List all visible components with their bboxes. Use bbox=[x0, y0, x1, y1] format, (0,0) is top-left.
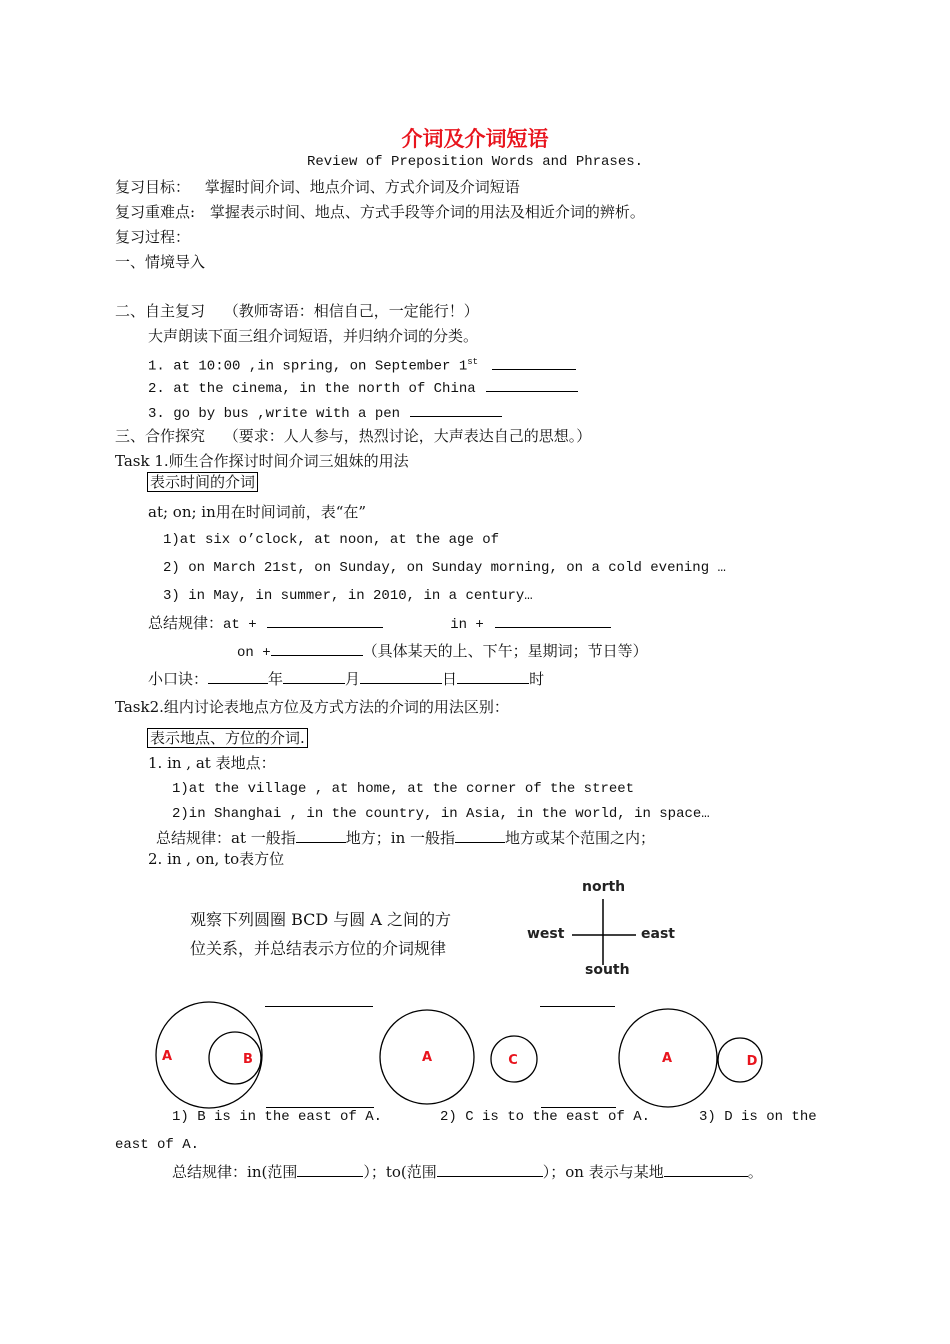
circle-b bbox=[209, 1032, 261, 1084]
answer-blank[interactable] bbox=[208, 670, 268, 684]
section-2-heading bbox=[115, 302, 479, 320]
sentence-1: 1) B is in the east of A. bbox=[172, 1109, 383, 1125]
sentence-2: 2) C is to the east of A. bbox=[440, 1109, 651, 1125]
goals-text: 掌握时间介词、地点介词、方式介词及介词短语 bbox=[204, 178, 520, 196]
final-summary bbox=[172, 1163, 763, 1181]
process-label: 复习过程： bbox=[115, 228, 191, 246]
circle-label-a-2: A bbox=[421, 1050, 433, 1065]
answer-blank[interactable] bbox=[267, 614, 383, 628]
rhyme-unit-hour: 时 bbox=[529, 670, 545, 688]
compass-west: west bbox=[527, 926, 565, 942]
rhyme-line bbox=[148, 670, 544, 688]
section-3-title: 三、合作探究 bbox=[115, 427, 206, 445]
sentence-3-continued: east of A. bbox=[115, 1137, 200, 1153]
answer-blank[interactable] bbox=[297, 1163, 363, 1177]
final-summary-on: ）；on 表示与某地 bbox=[542, 1163, 664, 1181]
rhyme-unit-year: 年 bbox=[268, 670, 284, 688]
place-prepositions-box bbox=[147, 729, 308, 747]
section-2-title: 二、自主复习 bbox=[115, 302, 206, 320]
time-summary-on bbox=[237, 642, 648, 662]
answer-blank[interactable] bbox=[296, 829, 346, 843]
place-summary-part3: 地方或某个范围之内； bbox=[505, 829, 656, 847]
read-item-1 bbox=[148, 353, 576, 376]
circle-label-a-3: A bbox=[661, 1051, 673, 1066]
final-summary-to: ）；to(范围 bbox=[363, 1163, 437, 1181]
read-item-1-text: 1. at 10:00 ,in spring, on September 1 bbox=[148, 358, 468, 375]
read-item-2 bbox=[148, 378, 578, 398]
place-summary-part1: at 一般指 bbox=[231, 829, 296, 847]
section-1-heading: 一、情境导入 bbox=[115, 253, 206, 271]
summary-on: on + bbox=[237, 645, 271, 661]
rhyme-unit-month: 月 bbox=[345, 670, 361, 688]
answer-blank[interactable] bbox=[455, 829, 505, 843]
task-2-heading: Task2.组内讨论表地点方位及方式方法的介词的用法区别： bbox=[115, 698, 509, 716]
summary-at: at + bbox=[223, 617, 257, 633]
final-summary-in: in(范围 bbox=[247, 1163, 298, 1181]
circle-diagrams bbox=[0, 1000, 950, 1120]
answer-blank[interactable] bbox=[492, 356, 576, 370]
summary-in: in + bbox=[450, 617, 484, 633]
time-summary bbox=[148, 614, 611, 634]
read-item-3-text: 3. go by bus ,write with a pen bbox=[148, 406, 401, 422]
goals-line bbox=[115, 178, 520, 196]
section-3-note: （要求：人人参与，热烈讨论，大声表达自己的思想。） bbox=[223, 427, 592, 445]
place-summary-part2: 地方；in 一般指 bbox=[345, 829, 455, 847]
read-item-3 bbox=[148, 403, 502, 423]
sentence-3: 3) D is on the bbox=[699, 1109, 817, 1125]
page-title: 介词及介词短语 bbox=[401, 127, 549, 151]
place-example-2: 2)in Shanghai , in the country, in Asia, in the world, in space… bbox=[172, 806, 710, 822]
place-example-1: 1)at the village , at home, at the corner of the street bbox=[172, 781, 635, 797]
summary-label: 总结规律： bbox=[148, 614, 224, 632]
compass-east: east bbox=[641, 926, 675, 942]
difficulty-text: 掌握表示时间、地点、方式手段等介词的用法及相近介词的辨析。 bbox=[209, 203, 645, 221]
place-item-1: 1. in , at 表地点： bbox=[148, 754, 276, 772]
difficulty-line bbox=[115, 203, 645, 221]
final-summary-end: 。 bbox=[747, 1163, 763, 1181]
time-box-label: 表示时间的介词 bbox=[147, 472, 258, 492]
answer-blank[interactable] bbox=[457, 670, 529, 684]
circle-label-d: D bbox=[746, 1054, 758, 1069]
section-2-instruction: 大声朗读下面三组介词短语，并归纳介词的分类。 bbox=[148, 327, 479, 345]
answer-blank[interactable] bbox=[360, 670, 442, 684]
place-summary bbox=[156, 829, 655, 847]
difficulty-label: 复习重难点: bbox=[115, 203, 196, 221]
section-2-note: （教师寄语：相信自己，一定能行！） bbox=[223, 302, 479, 320]
circle-label-a-1: A bbox=[161, 1049, 173, 1064]
compass-north: north bbox=[582, 879, 626, 895]
time-example-2: 2) on March 21st, on Sunday, on Sunday morning, on a cold evening … bbox=[163, 560, 726, 576]
time-example-3: 3) in May, in summer, in 2010, in a century… bbox=[163, 588, 533, 604]
answer-blank[interactable] bbox=[664, 1163, 748, 1177]
answer-blank[interactable] bbox=[495, 614, 611, 628]
place-item-2: 2. in , on, to表方位 bbox=[148, 850, 285, 868]
rhyme-unit-day: 日 bbox=[442, 670, 458, 688]
compass-south: south bbox=[585, 962, 630, 978]
time-example-1: 1)at six o’clock, at noon, at the age of bbox=[163, 532, 500, 548]
place-box-label: 表示地点、方位的介词. bbox=[147, 728, 308, 748]
section-3-heading bbox=[115, 427, 591, 445]
answer-blank[interactable] bbox=[437, 1163, 543, 1177]
time-prepositions-box bbox=[147, 473, 258, 491]
summary-on-note: （具体某天的上、下午；星期词；节日等） bbox=[362, 642, 648, 660]
answer-blank[interactable] bbox=[410, 403, 502, 417]
goals-label: 复习目标： bbox=[115, 178, 191, 196]
answer-blank[interactable] bbox=[271, 642, 363, 656]
compass-cross bbox=[570, 893, 640, 973]
circle-label-b: B bbox=[243, 1052, 253, 1067]
time-intro: at; on; in用在时间词前，表“在” bbox=[148, 503, 367, 521]
answer-blank[interactable] bbox=[283, 670, 345, 684]
read-item-2-text: 2. at the cinema, in the north of China bbox=[148, 381, 476, 397]
page-subtitle: Review of Preposition Words and Phrases. bbox=[306, 154, 644, 170]
circle-label-c: C bbox=[508, 1053, 518, 1068]
task-1-heading: Task 1.师生合作探讨时间介词三姐妹的用法 bbox=[115, 452, 409, 470]
observe-instruction: 观察下列圆圈 BCD 与圆 A 之间的方位关系，并总结表示方位的介词规律 bbox=[190, 910, 452, 958]
place-summary-label: 总结规律： bbox=[156, 829, 232, 847]
final-summary-label: 总结规律： bbox=[172, 1163, 248, 1181]
answer-blank[interactable] bbox=[486, 378, 578, 392]
read-item-1-sup: st bbox=[467, 357, 479, 367]
rhyme-label: 小口诀： bbox=[148, 670, 209, 688]
